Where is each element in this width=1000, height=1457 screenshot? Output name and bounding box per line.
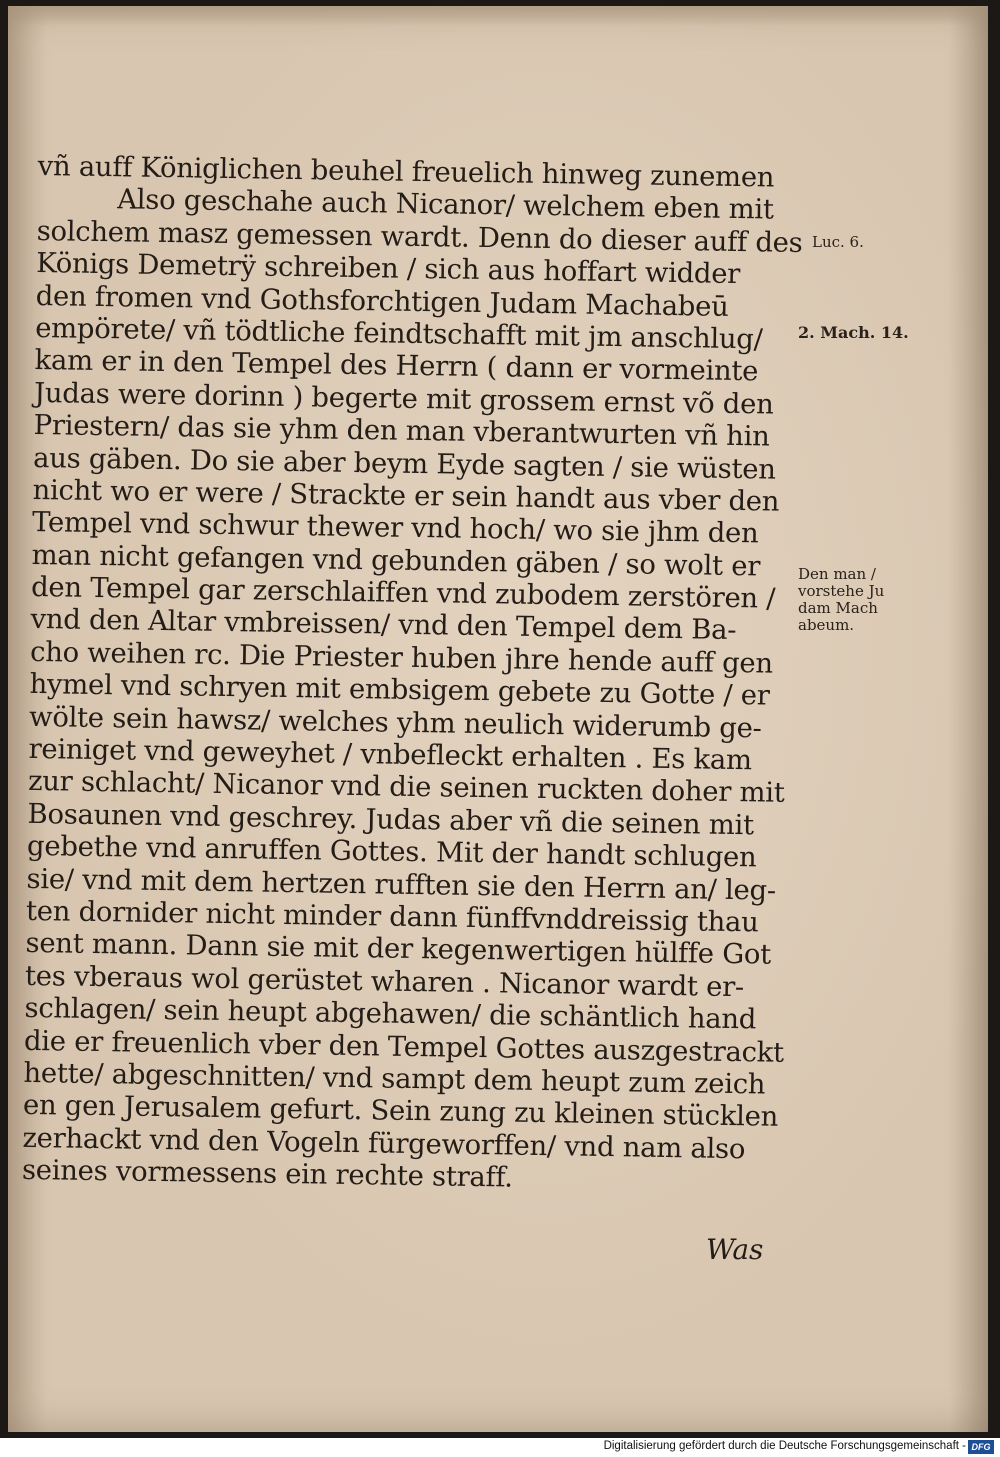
text-line: die er freuenlich vber den Tempel Gottes auszgestrackt: [23, 1024, 785, 1069]
text-line: aus gäben. Do sie aber beym Eyde sagten / sie wüsten: [32, 441, 776, 486]
text-line: tes vberaus wol gerüstet wharen . Nicanor wardt er-: [24, 959, 745, 1003]
text-line: kam er in den Tempel des Herrn ( dann er vormeinte: [34, 344, 759, 388]
text-line: cho weihen rc. Die Priester huben jhre hende auff gen: [29, 635, 774, 680]
text-line: gebethe vnd anruffen Gottes. Mit der handt schlugen: [26, 830, 757, 874]
margin-note-luke: Luc. 6.: [812, 233, 864, 251]
margin-note-line: vorstehe Ju: [798, 582, 885, 600]
text-line: Königs Demetrÿ schreiben / sich aus hoffart widder: [35, 247, 741, 291]
dfg-logo: DFG: [968, 1440, 994, 1454]
text-line: Bosaunen vnd geschrey. Judas aber vñ die seinen mit: [27, 797, 755, 842]
page-top-edge: [8, 6, 988, 26]
margin-note-line: abeum.: [798, 616, 855, 634]
text-line: seines vormessens ein rechte straff.: [21, 1153, 513, 1194]
text-line: solchem masz gemessen wardt. Denn do dieser auff des: [36, 214, 803, 259]
text-line: ten dornider nicht minder dann fünffvnddreissig thau: [25, 894, 759, 939]
text-line: wölte sein hawsz/ welches yhm neulich widerumb ge-: [28, 700, 762, 745]
text-line: den fromen vnd Gothsforchtigen Judam Machabeū: [35, 279, 729, 323]
funding-credit: Digitalisierung gefördert durch die Deutsche Forschungsgemeinschaft -: [603, 1440, 966, 1452]
text-line: sent mann. Dann sie mit der kegenwertigen hülffe Got: [25, 927, 772, 971]
text-line: Priestern/ das sie yhm den man vberantwurten vñ hin: [33, 409, 770, 453]
margin-note-maccabees: 2. Mach. 14.: [798, 323, 909, 342]
text-line: vnd den Altar vmbreissen/ vnd den Tempel dem Ba-: [30, 603, 737, 647]
text-line: den Tempel gar zerschlaiffen vnd zubodem zerstören /: [30, 571, 776, 615]
text-line: man nicht gefangen vnd gebunden gäben / so wolt er: [31, 538, 761, 583]
text-line: reiniget vnd geweyhet / vnbefleckt erhalten . Es kam: [28, 732, 753, 777]
main-text-block: [21, 150, 803, 1198]
margin-note-line: dam Mach: [798, 599, 878, 617]
text-line: empörete/ vñ tödtliche feindtschafft mit jm anschlug/: [34, 311, 763, 356]
text-line: vñ auff Königlichen beuhel freuelich hinweg zunemen: [37, 150, 775, 194]
margin-note-judas: [798, 566, 884, 634]
text-line: sie/ vnd mit dem hertzen rufften sie den Herrn an/ leg-: [26, 862, 777, 907]
text-line: Tempel vnd schwur thewer vnd hoch/ wo sie jhm den: [31, 506, 759, 550]
text-line: hymel vnd schryen mit embsigem gebete zu Gotte / er: [29, 668, 770, 712]
text-line: en gen Jerusalem gefurt. Sein zung zu kleinen stücklen: [22, 1089, 779, 1134]
margin-note-line: Den man /: [798, 565, 876, 583]
text-line: schlagen/ sein heupt abgehawen/ die schäntlich hand: [24, 992, 757, 1036]
text-line: nicht wo er were / Strackte er sein handt aus vber den: [32, 473, 780, 518]
text-line: Also geschahe auch Nicanor/ welchem eben mit: [116, 183, 774, 226]
text-line: Judas were dorinn ) begerte mit grossem ernst võ den: [33, 376, 774, 421]
text-line: zerhackt vnd den Vogeln fürgeworffen/ vnd nam also: [22, 1121, 746, 1165]
footer-bar: [0, 1438, 1000, 1457]
text-line: zur schlacht/ Nicanor vnd die seinen ruckten doher mit: [27, 765, 785, 810]
text-line: hette/ abgeschnitten/ vnd sampt dem heupt zum zeich: [23, 1056, 766, 1101]
catchword: Was: [706, 1233, 764, 1266]
